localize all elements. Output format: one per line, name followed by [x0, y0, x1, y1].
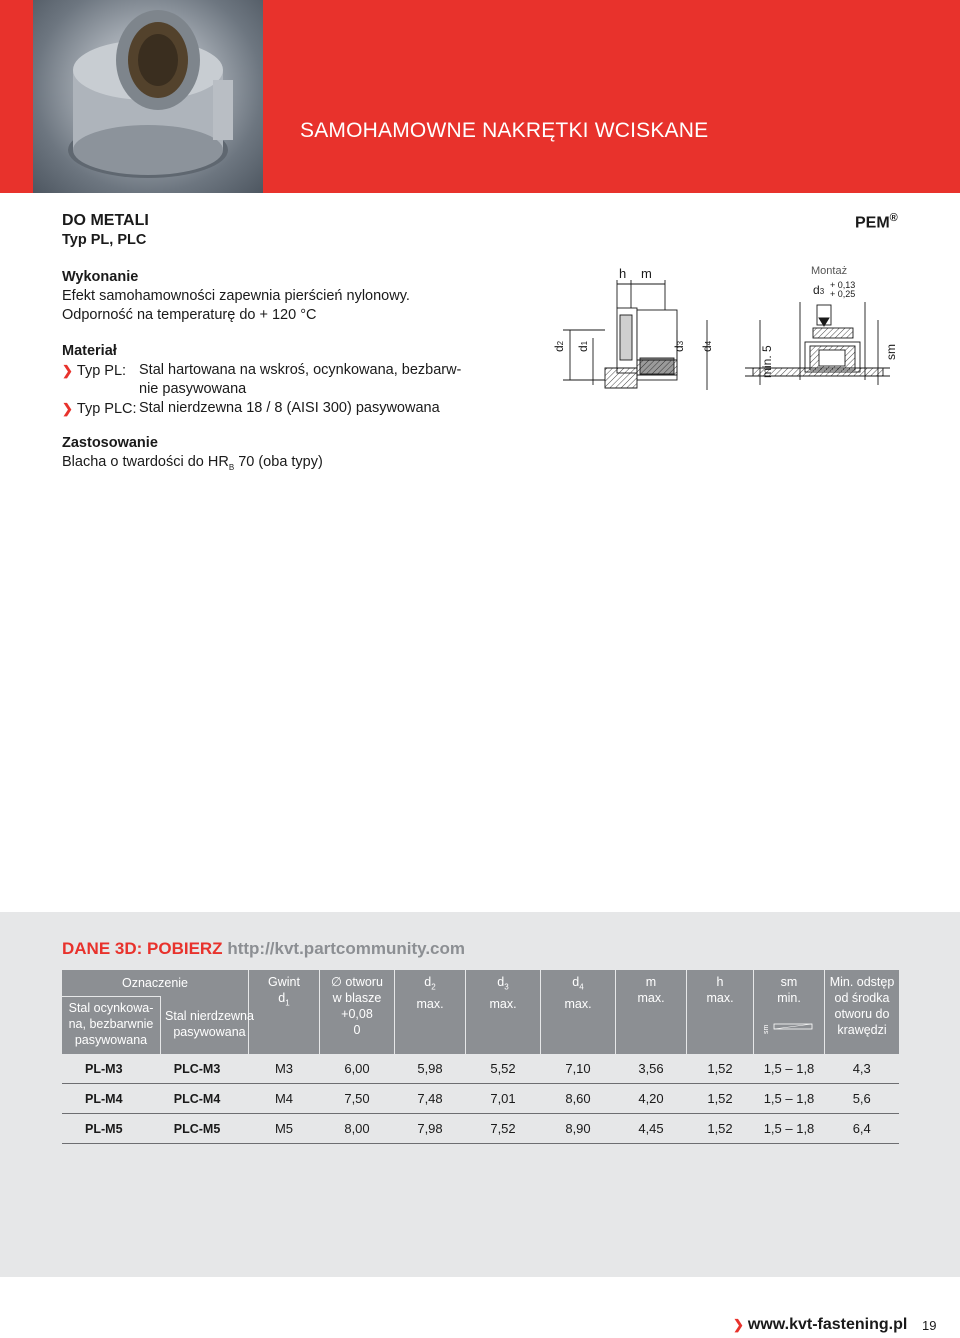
table-cell: 4,3 — [825, 1054, 900, 1084]
col-gwint: Gwint $d_1$ — [249, 970, 320, 1054]
table-row — [62, 1084, 899, 1114]
table-cell: 7,52 — [466, 1114, 541, 1144]
download-heading — [62, 939, 465, 959]
table-row — [62, 1114, 899, 1144]
nut-profile-drawing — [563, 266, 707, 390]
col-d3: $d_3$ max. — [466, 970, 541, 1054]
nierdz-label: Stal nierdzewna pasywowana — [165, 1009, 254, 1039]
brand-name — [855, 212, 898, 232]
table-cell: PL-M5 — [62, 1114, 146, 1144]
zastosowanie-post: 70 (oba typy) — [234, 454, 323, 470]
footer-url: www.kvt-fastening.pl — [747, 1316, 908, 1333]
product-photo — [33, 0, 263, 193]
section-subtitle: Typ PL, PLC — [62, 232, 147, 248]
table-cell: 8,90 — [541, 1114, 616, 1144]
col-sm: sm min. sm — [754, 970, 825, 1054]
montaz-d3: d3 — [813, 283, 825, 297]
table-cell: 1,5 – 1,8 — [754, 1114, 825, 1144]
table-cell: 8,60 — [541, 1084, 616, 1114]
col-odstep: Min. odstęp od środka otworu do krawędzi — [825, 970, 900, 1054]
col-oznaczenie — [62, 970, 254, 1054]
material-text: nie pasywowana — [139, 381, 247, 397]
label-d2: d2 — [552, 340, 566, 352]
label-h: h — [619, 266, 627, 281]
table-cell: 1,52 — [687, 1084, 754, 1114]
wykonanie-line: Odporność na temperaturę do + 120 °C — [62, 307, 317, 323]
download-link[interactable]: http://kvt.partcommunity.com — [227, 939, 466, 958]
zastosowanie-sub: B — [228, 462, 235, 472]
table-cell: 1,5 – 1,8 — [754, 1084, 825, 1114]
bullet-arrow-icon: ❯ — [62, 401, 73, 416]
table-cell: 1,5 – 1,8 — [754, 1054, 825, 1084]
montaz-label: Montaż — [811, 265, 848, 277]
col-h: h max. — [687, 970, 754, 1054]
svg-text:sm: sm — [763, 1024, 770, 1034]
wykonanie-heading: Wykonanie — [62, 269, 139, 285]
footer-link[interactable] — [733, 1316, 907, 1334]
table-cell: 5,98 — [395, 1054, 466, 1084]
table-cell: 6,4 — [825, 1114, 900, 1144]
label-min5: min. 5 — [760, 345, 774, 378]
page-number: 19 — [922, 1318, 937, 1333]
zastosowanie-heading: Zastosowanie — [62, 435, 158, 451]
wykonanie-line: Efekt samohamowności zapewnia pierścień nylonowy. — [62, 288, 410, 304]
table-row — [62, 1054, 899, 1084]
table-cell: M4 — [249, 1084, 320, 1114]
table-cell: 1,52 — [687, 1054, 754, 1084]
col-otworu: ∅ otworu w blasze +0,08 0 — [320, 970, 395, 1054]
tolerance-bottom: + 0,25 — [830, 289, 856, 299]
table-cell: PLC-M5 — [146, 1114, 249, 1144]
download-label: DANE 3D: POBIERZ — [62, 939, 223, 958]
zastosowanie-pre: Blacha o twardości do HR — [62, 454, 229, 470]
specification-table — [62, 970, 899, 1144]
material-type: Typ PL: — [76, 363, 127, 379]
table-cell: 7,98 — [395, 1114, 466, 1144]
table-cell: PL-M4 — [62, 1084, 146, 1114]
technical-drawing — [545, 260, 900, 400]
table-cell: 4,20 — [616, 1084, 687, 1114]
table-cell: 3,56 — [616, 1054, 687, 1084]
bullet-arrow-icon: ❯ — [62, 363, 73, 378]
col-d2: $d_2$ max. — [395, 970, 466, 1054]
table-cell: 7,10 — [541, 1054, 616, 1084]
header-banner — [0, 0, 960, 193]
table-cell: 4,45 — [616, 1114, 687, 1144]
sheet-thickness-icon — [760, 1018, 816, 1036]
table-cell: PLC-M4 — [146, 1084, 249, 1114]
material-text: Stal hartowana na wskroś, ocynkowana, bezbarw- — [139, 362, 462, 378]
material-type: Typ PLC: — [76, 401, 137, 417]
table-cell: 7,01 — [466, 1084, 541, 1114]
ocynk-label: Stal ocynkowa- na, bezbarwnie pasywowana — [68, 1001, 154, 1047]
section-title: DO METALI — [62, 212, 149, 229]
bullet-arrow-icon: ❯ — [733, 1317, 744, 1332]
page-title: SAMOHAMOWNE NAKRĘTKI WCISKANE — [300, 119, 709, 142]
table-cell: 8,00 — [320, 1114, 395, 1144]
oznaczenie-label: Oznaczenie — [121, 976, 188, 990]
label-d4: d4 — [700, 340, 714, 352]
label-sm: sm — [884, 344, 898, 360]
material-item — [62, 361, 126, 381]
registered-mark: ® — [889, 212, 898, 224]
table-cell: 7,48 — [395, 1084, 466, 1114]
tolerance-top: + 0,13 — [830, 280, 856, 290]
brand-text: PEM — [855, 214, 890, 232]
zastosowanie-text — [62, 453, 323, 477]
label-m: m — [641, 266, 652, 281]
label-d1: d1 — [576, 340, 590, 352]
table-cell: 6,00 — [320, 1054, 395, 1084]
table-cell: M5 — [249, 1114, 320, 1144]
col-d4: $d_4$ max. — [541, 970, 616, 1054]
table-cell: 5,6 — [825, 1084, 900, 1114]
col-m: m max. — [616, 970, 687, 1054]
table-cell: M3 — [249, 1054, 320, 1084]
table-cell: PLC-M3 — [146, 1054, 249, 1084]
material-text: Stal nierdzewna 18 / 8 (AISI 300) pasywowana — [139, 400, 440, 416]
material-heading: Materiał — [62, 343, 117, 359]
table-cell: PL-M3 — [62, 1054, 146, 1084]
table-cell: 1,52 — [687, 1114, 754, 1144]
table-cell: 7,50 — [320, 1084, 395, 1114]
table-cell: 5,52 — [466, 1054, 541, 1084]
label-d3: d3 — [672, 340, 686, 352]
material-item — [62, 399, 137, 419]
